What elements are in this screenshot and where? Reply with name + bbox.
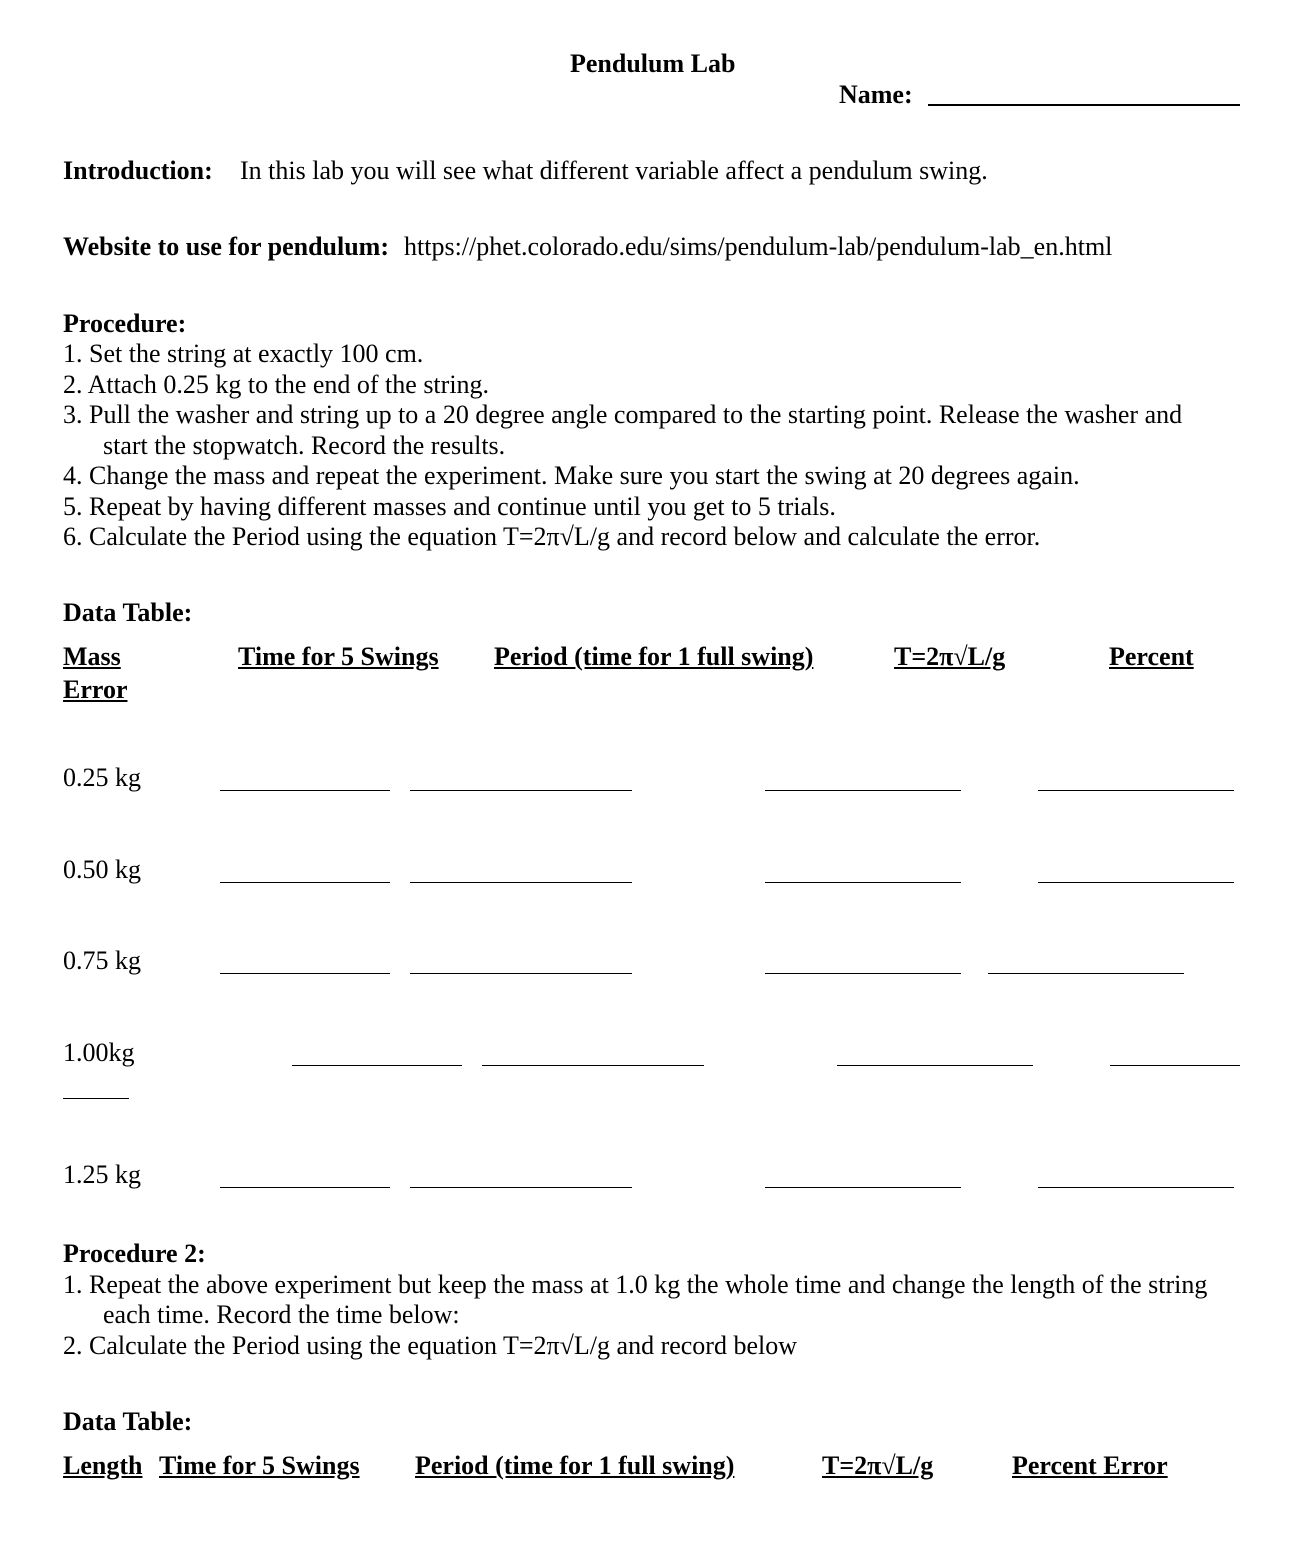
- column-header-error: Error: [63, 675, 128, 704]
- blank-period[interactable]: [410, 882, 632, 883]
- procedure-step: 3. Pull the washer and string up to a 20 degree angle compared to the starting point. Release the washer and: [63, 400, 1183, 429]
- procedure2-step-continued: each time. Record the time below:: [103, 1300, 460, 1329]
- data-table-heading: Data Table:: [63, 598, 193, 627]
- column-header-period: Period (time for 1 full swing): [415, 1451, 735, 1480]
- blank-percent-error[interactable]: [1038, 790, 1234, 791]
- name-label: Name:: [839, 80, 913, 109]
- blank-formula[interactable]: [765, 973, 961, 974]
- blank-formula[interactable]: [837, 1065, 1033, 1066]
- blank-percent-error-wrap[interactable]: [63, 1098, 129, 1099]
- blank-time[interactable]: [220, 790, 390, 791]
- procedure2-step: 1. Repeat the above experiment but keep the mass at 1.0 kg the whole time and change the length of the string: [63, 1270, 1208, 1299]
- procedure2-heading: Procedure 2:: [63, 1239, 206, 1268]
- column-header-mass: Mass: [63, 642, 121, 671]
- blank-percent-error[interactable]: [988, 973, 1184, 974]
- name-field[interactable]: [928, 104, 1240, 106]
- data-table-2-heading: Data Table:: [63, 1407, 193, 1436]
- page-title: Pendulum Lab: [570, 49, 736, 78]
- blank-time[interactable]: [220, 973, 390, 974]
- procedure-step: 6. Calculate the Period using the equation T=2π√L/g and record below and calculate the error.: [63, 522, 1041, 551]
- blank-percent-error[interactable]: [1110, 1065, 1240, 1066]
- column-header-percent: Percent: [1109, 642, 1194, 671]
- intro-label: Introduction:: [63, 156, 213, 185]
- column-header-time: Time for 5 Swings: [238, 642, 439, 671]
- blank-period[interactable]: [410, 973, 632, 974]
- procedure2-step: 2. Calculate the Period using the equation T=2π√L/g and record below: [63, 1331, 798, 1360]
- blank-time[interactable]: [220, 1187, 390, 1188]
- blank-formula[interactable]: [765, 1187, 961, 1188]
- row-label-mass: 0.50 kg: [63, 855, 141, 884]
- blank-formula[interactable]: [765, 882, 961, 883]
- website-url: https://phet.colorado.edu/sims/pendulum-lab/pendulum-lab_en.html: [404, 232, 1113, 261]
- column-header-formula: T=2π√L/g: [822, 1451, 934, 1480]
- row-label-mass: 0.75 kg: [63, 946, 141, 975]
- procedure-step-continued: start the stopwatch. Record the results.: [103, 431, 506, 460]
- blank-percent-error[interactable]: [1038, 1187, 1234, 1188]
- blank-time[interactable]: [292, 1065, 462, 1066]
- blank-time[interactable]: [220, 882, 390, 883]
- blank-percent-error[interactable]: [1038, 882, 1234, 883]
- row-label-mass: 1.00kg: [63, 1038, 135, 1067]
- column-header-formula: T=2π√L/g: [894, 642, 1006, 671]
- column-header-percent-error: Percent Error: [1012, 1451, 1168, 1480]
- column-header-length: Length: [63, 1451, 143, 1480]
- procedure-step: 1. Set the string at exactly 100 cm.: [63, 339, 424, 368]
- intro-text: In this lab you will see what different variable affect a pendulum swing.: [240, 156, 988, 185]
- blank-period[interactable]: [410, 1187, 632, 1188]
- blank-formula[interactable]: [765, 790, 961, 791]
- procedure-heading: Procedure:: [63, 309, 187, 338]
- column-header-time: Time for 5 Swings: [159, 1451, 360, 1480]
- blank-period[interactable]: [482, 1065, 704, 1066]
- column-header-period: Period (time for 1 full swing): [494, 642, 814, 671]
- procedure-step: 2. Attach 0.25 kg to the end of the string.: [63, 370, 490, 399]
- blank-period[interactable]: [410, 790, 632, 791]
- procedure-step: 4. Change the mass and repeat the experiment. Make sure you start the swing at 20 degrees again.: [63, 461, 1080, 490]
- row-label-mass: 1.25 kg: [63, 1160, 141, 1189]
- procedure-step: 5. Repeat by having different masses and continue until you get to 5 trials.: [63, 492, 836, 521]
- row-label-mass: 0.25 kg: [63, 763, 141, 792]
- website-label: Website to use for pendulum:: [63, 232, 389, 261]
